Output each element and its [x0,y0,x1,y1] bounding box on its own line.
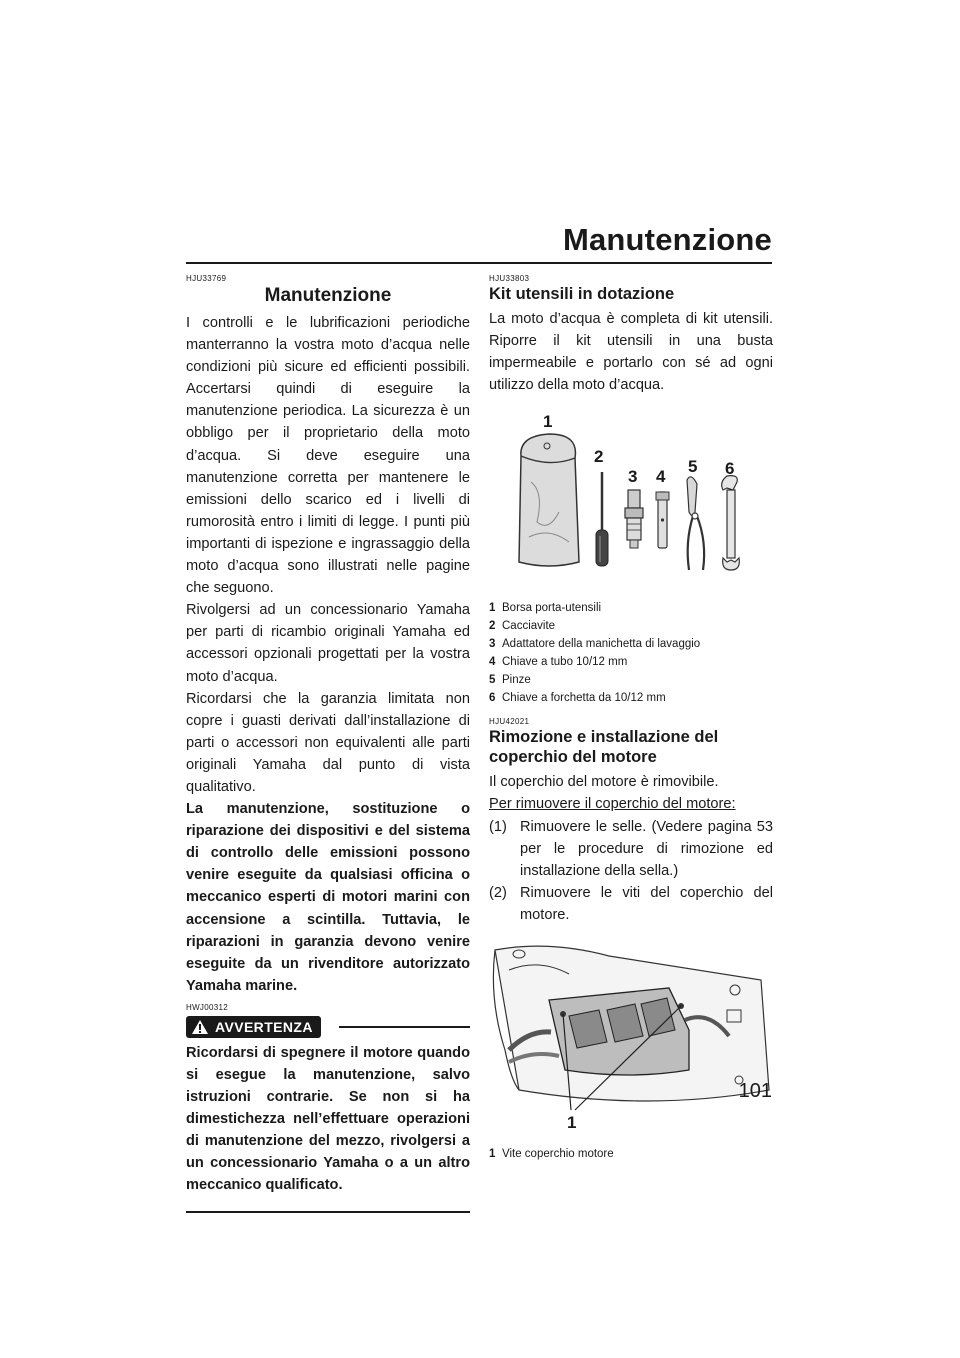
tool-label-3: 3 [628,467,638,487]
legend-item: 5 Pinze [489,674,531,687]
left-column [186,272,470,1213]
header-title: Manutenzione [562,222,772,257]
warning-rule [339,1026,470,1028]
open-end-wrench-icon [722,476,740,570]
paragraph-warranty: Ricordarsi che la garanzia limitata non copre i guasti derivati dall’installazione di parti o accessori non equivalenti alle parti originali Yamaha dal punto di vista qualitativo. [186,690,470,795]
pliers-icon [687,477,704,570]
section-code-tools: HJU33803 [489,274,530,283]
tool-label-2: 2 [594,447,604,467]
paragraph-emissions: La manutenzione, sostituzione o riparazione dei dispositivi e del sistema di controllo delle emissioni possono venire eseguite da qualsiasi officina o meccanico esperti di motori marini con accensione a scintilla. Tuttavia, le riparazioni in garanzia devono venire eseguite da un rivenditore autorizzato Yamaha marine. [186,801,470,994]
socket-wrench-icon [656,492,669,548]
tool-label-5: 5 [688,457,698,477]
paragraph-parts: Rivolgersi ad un concessionario Yamaha per parti di ricambio originali Yamaha ed accessori opzionali progettati per la vostra moto d’acqua. [186,602,470,685]
legend-item: 3 Adattatore della manichetta di lavaggio [489,638,701,651]
warning-badge [186,1016,321,1038]
section-heading-tool-kit: Kit utensili in dotazione [489,285,675,303]
section-code: HJU33769 [186,274,227,283]
header-rule [186,262,772,264]
paragraph-tool-kit: La moto d’acqua è completa di kit utensili. Riporre il kit utensili in una busta impermeabile e portarlo con sé ad ogni utilizzo della moto d’acqua. [489,311,773,394]
tool-kit-legend [489,599,773,707]
warning-code: HWJ00312 [186,1002,228,1012]
section-heading-engine-cover: Rimozione e installazione del coperchio del motore [489,728,719,767]
screwdriver-icon [596,472,608,566]
legend-item: 1 Vite coperchio motore [489,1148,614,1161]
subheading-remove-cover: Per rimuovere il coperchio del motore: [489,796,736,813]
paragraph-intro: I controlli e le lubrificazioni periodiche manterranno la vostra moto d’acqua nelle condizioni più sicure ed efficienti possibili. Accertarsi quindi di eseguire la manutenzione periodica. La sicurezza è un obbligo per il proprietario della moto d’acqua. Si deve eseguire una manutenzione corretta per mantenere le emissioni dello scarico ed i livelli di rumorosità entro i limiti di legge. I punti più importanti di ispezione e ingrassaggio della moto d’acqua sono illustrati nelle pagine che seguono. [186,315,470,597]
section-heading-maintenance: Manutenzione [264,285,392,306]
warning-header [186,1016,470,1038]
engine-cover-legend [489,1145,773,1163]
engine-cover-illustration [489,940,773,1136]
tool-bag-icon [519,434,579,566]
paragraph-cover-removable: Il coperchio del motore è rimovibile. [489,774,719,791]
engine-label-1: 1 [567,1113,577,1133]
warning-triangle-icon [191,1019,209,1035]
tool-label-4: 4 [656,467,666,487]
removal-steps [489,816,773,926]
legend-item: 1 Borsa porta-utensili [489,602,602,615]
warning-label: AVVERTENZA [215,1018,313,1035]
tool-label-6: 6 [725,459,735,479]
warning-text: Ricordarsi di spegnere il motore quando si esegue la manutenzione, salvo istruzioni contrarie. Se non si ha dimestichezza nell’effettuare operazioni di manutenzione del mezzo, rivolgersi a un concessionario Yamaha o a un altro meccanico qualificato. [186,1044,470,1194]
tool-label-1: 1 [543,412,553,432]
step-item: (1) Rimuovere le selle. (Vedere pagina 53 per le procedure di rimozione ed installazione della sella.) [489,818,773,879]
warning-end-rule [186,1211,470,1213]
tool-kit-illustration [489,412,773,590]
legend-item: 4 Chiave a tubo 10/12 mm [489,656,628,669]
page-number: 101 [738,1080,772,1102]
legend-item: 2 Cacciavite [489,620,556,633]
right-column [489,272,773,1163]
section-code-cover: HJU42021 [489,717,530,727]
hose-adapter-icon [625,490,643,548]
step-item: (2) Rimuovere le viti del coperchio del motore. [489,884,773,923]
legend-item: 6 Chiave a forchetta da 10/12 mm [489,692,666,705]
